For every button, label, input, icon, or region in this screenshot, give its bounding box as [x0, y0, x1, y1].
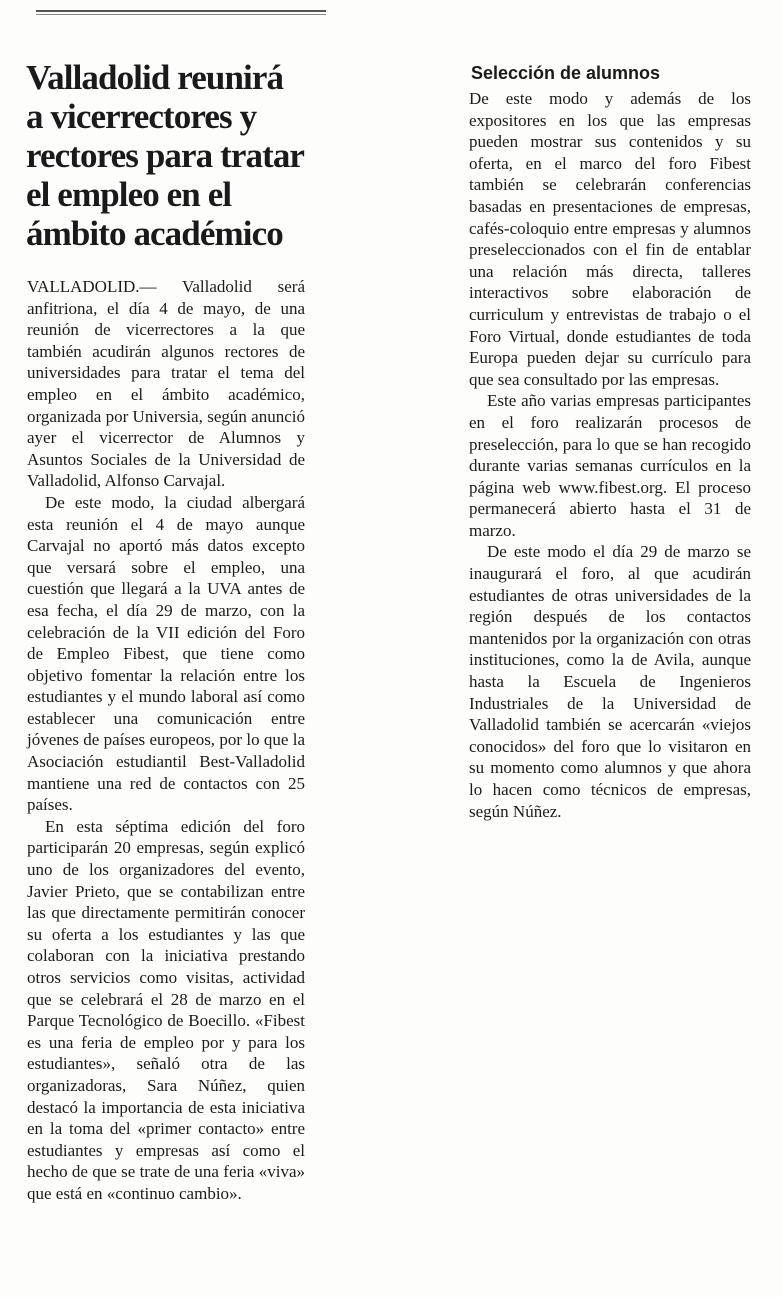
headline-line: el empleo en el: [26, 175, 232, 214]
body-paragraph: VALLADOLID.— Valladolid será anfitriona, el día 4 de mayo, de una reunión de vicerrectores a la que también acudirán algunos rectores de universidades para tratar el tema del empleo en el ámbito académico, organizada por Universia, según anunció ayer el vicerrector de Alumnos y Asuntos Sociales de la Universidad de Valladolid, Alfonso Carvajal.: [27, 277, 305, 491]
headline: [26, 58, 326, 253]
body-paragraph: En esta séptima edición del foro participarán 20 empresas, según explicó uno de los organizadores del evento, Javier Prieto, que se contabilizan entre las que directamente permitirán conocer su oferta a los estudiantes y las que colaboran con la iniciativa prestando otros servicios como visitas, actividad que se celebrará el 28 de marzo en el Parque Tecnológico de Boecillo. «Fibest es una feria de empleo por y para los estudiantes», señaló otra de las organizadoras, Sara Núñez, quien destacó la importancia de esta iniciativa en la toma del «primer contacto» entre estudiantes y empresas así como el hecho de que se trate de una feria «viva» que está en «continuo cambio».: [27, 816, 305, 1203]
section-subhead: Selección de alumnos: [471, 63, 661, 83]
headline-line: a vicerrectores y: [26, 97, 257, 136]
body-paragraph: De este modo el día 29 de marzo se inaugurará el foro, al que acudirán estudiantes de otras universidades de la región después de los contactos mantenidos por la organización con otras instituciones, como la de Avila, aunque hasta la Escuela de Ingenieros Industriales de la Universidad de Valladolid también se acercarán «viejos conocidos» del foro que lo visitaron en su momento como alumnos y que ahora lo hacen como técnicos de empresas, según Núñez.: [469, 542, 751, 821]
left-column: [27, 276, 305, 1205]
headline-line: rectores para tratar: [26, 136, 305, 175]
body-paragraph: Este año varias empresas participantes en el foro realizarán procesos de preselección, para lo que se han recogido durante varias semanas currículos en la página web www.fibest.org. El proceso permanecerá abierto hasta el 31 de marzo.: [469, 391, 751, 540]
top-rule-thin: [36, 14, 326, 15]
body-paragraph: De este modo, la ciudad albergará esta reunión el 4 de mayo aunque Carvajal no aportó más datos excepto que versará sobre el empleo, una cuestión que llegará a la UVA antes de esa fecha, el día 29 de marzo, con la celebración de la VII edición del Foro de Empleo Fibest, que tiene como objetivo fomentar la relación entre los estudiantes y el mundo laboral así como establecer una comunicación entre jóvenes de países europeos, por lo que la Asociación estudiantil Best-Valladolid mantiene una red de contactos con 25 países.: [27, 492, 305, 815]
right-column: [469, 88, 751, 822]
top-rule: [36, 10, 326, 12]
headline-line: Valladolid reunirá: [26, 58, 284, 97]
headline-line: ámbito académico: [26, 214, 283, 253]
body-paragraph: De este modo y además de los expositores en los que las empresas pueden mostrar sus contenidos y su oferta, en el marco del foro Fibest también se celebrarán conferencias basadas en presentaciones de empresas, cafés-coloquio entre empresas y alumnos preseleccionados con el fin de entablar una relación más directa, talleres interactivos sobre elaboración de curriculum y entrevistas de trabajo o el Foro Virtual, donde estudiantes de toda Europa pueden dejar su currículo para que sea consultado por las empresas.: [469, 89, 751, 389]
